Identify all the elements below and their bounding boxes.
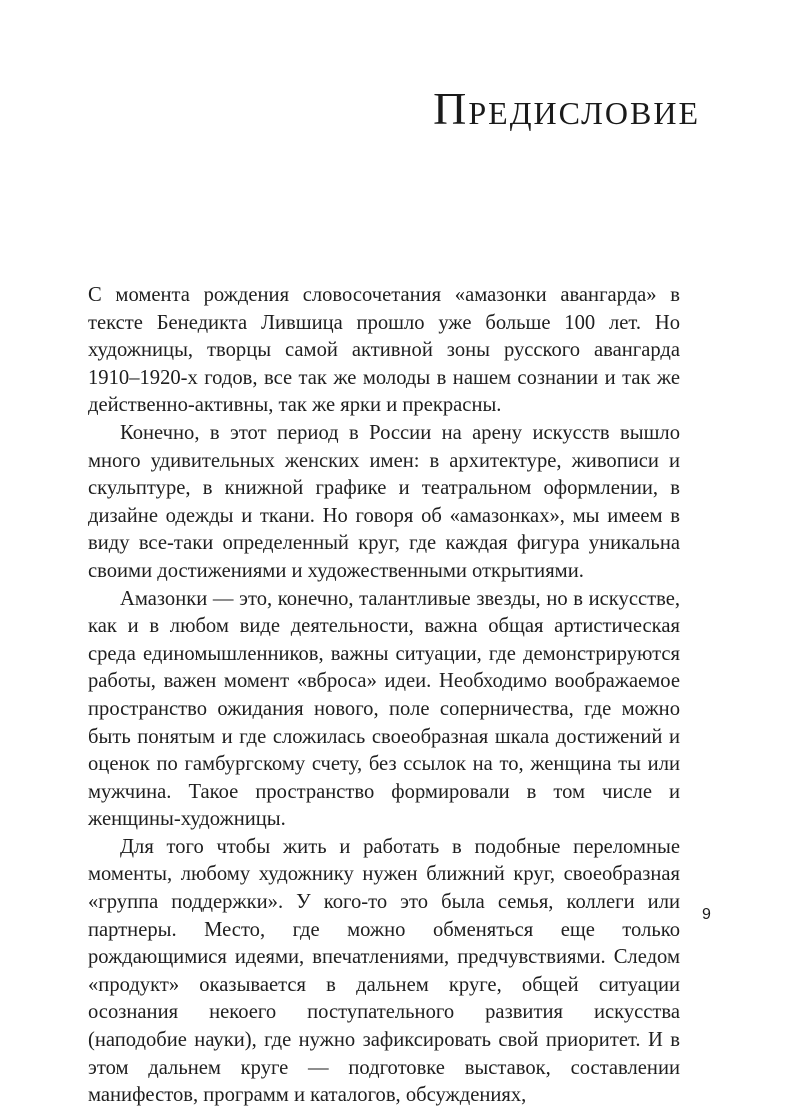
paragraph-4: Для того чтобы жить и работать в подобные переломные моменты, любому художнику нужен ближний круг, своеобразная «группа поддержки». У кого-то это была семья, коллеги или партнеры. Место, где можно обменяться еще только рождающимися идеями, впечатлениями, предчувствиями. Следом «продукт» оказывается в дальнем круге, общей ситуации осознания некоего поступательного развития искусства (наподобие науки), где нужно зафиксировать свой приоритет. И в этом дальнем круге — подготовке выставок, составлении манифестов, программ и каталогов, обсуждениях, [88, 835, 680, 1107]
paragraph-3: Амазонки — это, конечно, талантливые звезды, но в искусстве, как и в любом виде деятельности, важна общая артистическая среда единомышленников, важны ситуации, где демонстрируются работы, важен момент «вброса» идеи. Необходимо воображаемое пространство ожидания нового, поле соперничества, где можно быть понятым и где сложилась своеобразная шкала достижений и оценок по гамбургскому счету, без ссылок на то, женщина ты или мужчина. Такое пространство формировали в том числе и женщины-художницы. [88, 587, 680, 831]
chapter-heading: Предисловие [433, 83, 700, 134]
page-number: 9 [702, 906, 711, 923]
body-text [88, 282, 680, 1110]
paragraph-1: С момента рождения словосочетания «амазонки авангарда» в тексте Бенедикта Лившица прошло уже больше 100 лет. Но художницы, творцы самой активной зоны русского авангарда 1910–1920-х годов, все так же молоды в нашем сознании и так же действенно-активны, так же ярки и прекрасны. [88, 284, 680, 417]
paragraph-2: Конечно, в этот период в России на арену искусств вышло много удивительных женских имен: в архитектуре, живописи и скульптуре, в книжной графике и театральном оформлении, в дизайне одежды и ткани. Но говоря об «амазонках», мы имеем в виду все-таки определенный круг, где каждая фигура уникальна своими достижениями и художественными открытиями. [88, 421, 680, 582]
